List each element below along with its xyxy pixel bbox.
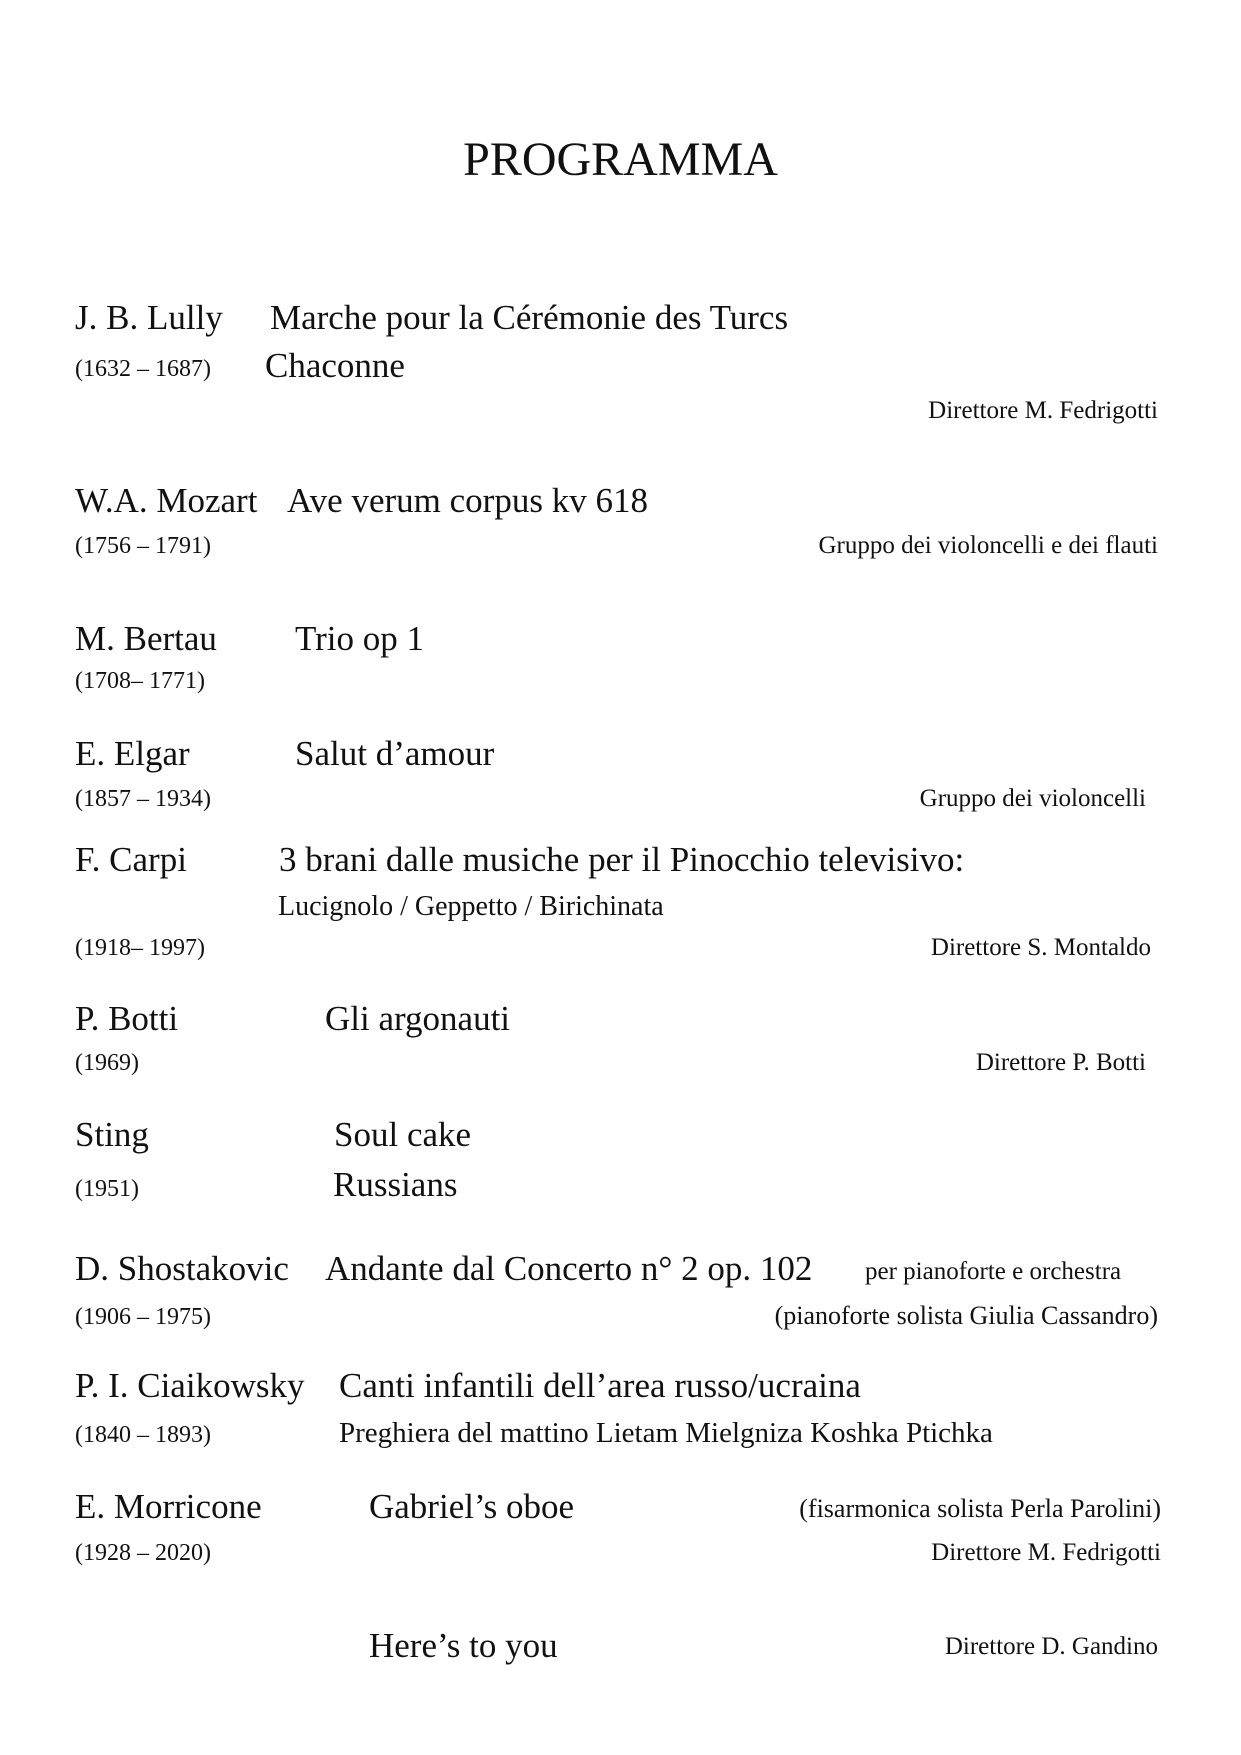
soloist-label: (fisarmonica solista Perla Parolini) [799, 1494, 1161, 1523]
composer-name: W.A. Mozart [75, 481, 258, 520]
composer-name: P. Botti [75, 999, 179, 1038]
composer-name: D. Shostakovic [75, 1249, 289, 1288]
work-title: Trio op 1 [295, 619, 425, 658]
performer-label: Direttore P. Botti [975, 1049, 1146, 1076]
composer-dates: (1756 – 1791) [75, 533, 211, 559]
work-title: Canti infantili dell’area russo/ucraina [339, 1366, 861, 1405]
work-title: Chaconne [265, 346, 405, 385]
work-title: Andante dal Concerto n° 2 op. 102 [325, 1249, 813, 1288]
work-title: Here’s to you [369, 1626, 558, 1665]
composer-dates: (1918– 1997) [75, 935, 205, 961]
work-title: Salut d’amour [295, 734, 495, 773]
page-title: PROGRAMMA [463, 133, 778, 186]
composer-name: M. Bertau [75, 619, 217, 658]
performer-label: Gruppo dei violoncelli [919, 785, 1146, 812]
work-subtitle: Lucignolo / Geppetto / Birichinata [278, 891, 664, 922]
composer-dates: (1951) [75, 1176, 139, 1202]
performer-label: Direttore S. Montaldo [930, 934, 1151, 961]
performer-label: Direttore M. Fedrigotti [928, 397, 1158, 424]
composer-dates: (1969) [75, 1050, 139, 1076]
work-title: 3 brani dalle musiche per il Pinocchio televisivo: [279, 840, 965, 879]
performer-label: (pianoforte solista Giulia Cassandro) [774, 1301, 1158, 1330]
composer-dates: (1708– 1771) [75, 668, 205, 694]
composer-dates: (1906 – 1975) [75, 1304, 211, 1330]
composer-name: E. Morricone [75, 1487, 262, 1526]
work-title: Soul cake [334, 1115, 472, 1154]
composer-name: E. Elgar [75, 734, 190, 773]
work-title: Gli argonauti [325, 999, 511, 1038]
composer-dates: (1840 – 1893) [75, 1422, 211, 1448]
composer-dates: (1928 – 2020) [75, 1540, 211, 1566]
work-title: Marche pour la Cérémonie des Turcs [270, 298, 789, 337]
composer-dates: (1857 – 1934) [75, 786, 211, 812]
performer-label: Direttore M. Fedrigotti [931, 1539, 1161, 1566]
composer-name: F. Carpi [75, 840, 187, 879]
work-title: Gabriel’s oboe [369, 1487, 575, 1526]
composer-name: P. I. Ciaikowsky [75, 1366, 305, 1405]
performer-label: Gruppo dei violoncelli e dei flauti [818, 532, 1158, 559]
performer-label: Direttore D. Gandino [944, 1633, 1158, 1660]
composer-name: Sting [75, 1115, 149, 1154]
composer-dates: (1632 – 1687) [75, 356, 211, 382]
work-title: Russians [333, 1165, 458, 1204]
composer-name: J. B. Lully [75, 298, 223, 337]
work-subtitle: Preghiera del mattino Lietam Mielgniza Koshka Ptichka [339, 1417, 993, 1449]
work-title: Ave verum corpus kv 618 [287, 481, 648, 520]
work-note: per pianoforte e orchestra [865, 1258, 1122, 1285]
